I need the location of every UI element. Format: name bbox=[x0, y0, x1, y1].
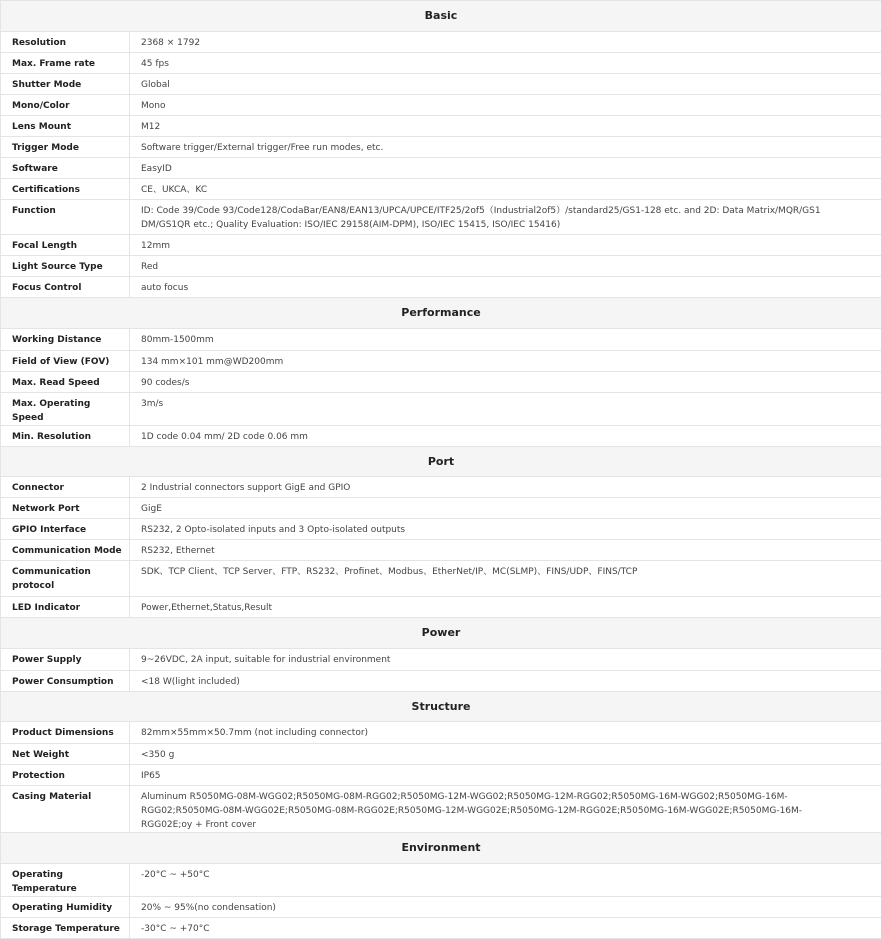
spec-value: Power,Ethernet,Status,Result bbox=[130, 597, 881, 618]
spec-value: M12 bbox=[130, 116, 881, 137]
spec-value: 90 codes/s bbox=[130, 372, 881, 393]
spec-label: Min. Resolution bbox=[1, 426, 130, 447]
spec-label: Operating Temperature bbox=[1, 864, 130, 897]
section-header bbox=[1, 692, 881, 722]
spec-label: Working Distance bbox=[1, 329, 130, 351]
spec-row bbox=[1, 372, 881, 393]
spec-row bbox=[1, 722, 881, 744]
spec-value: Global bbox=[130, 74, 881, 95]
spec-value: 2 Industrial connectors support GigE and GPIO bbox=[130, 477, 881, 498]
spec-label: Focal Length bbox=[1, 235, 130, 256]
spec-row bbox=[1, 519, 881, 540]
spec-row bbox=[1, 351, 881, 372]
spec-value: 1D code 0.04 mm/ 2D code 0.06 mm bbox=[130, 426, 881, 447]
spec-row bbox=[1, 864, 881, 897]
spec-label: Lens Mount bbox=[1, 116, 130, 137]
spec-label: Power Supply bbox=[1, 649, 130, 671]
spec-label: Software bbox=[1, 158, 130, 179]
spec-value: 134 mm×101 mm@WD200mm bbox=[130, 351, 881, 372]
spec-row bbox=[1, 786, 881, 833]
section-title: Basic bbox=[1, 1, 881, 32]
section-header bbox=[1, 833, 881, 864]
spec-label: Light Source Type bbox=[1, 256, 130, 277]
section-title: Power bbox=[1, 618, 881, 649]
section-title: Environment bbox=[1, 833, 881, 864]
spec-label: Certifications bbox=[1, 179, 130, 200]
spec-row bbox=[1, 116, 881, 137]
spec-label: Resolution bbox=[1, 32, 130, 53]
spec-value: -20°C ~ +50°C bbox=[130, 864, 881, 897]
spec-label: Connector bbox=[1, 477, 130, 498]
spec-row bbox=[1, 32, 881, 53]
spec-row bbox=[1, 671, 881, 692]
spec-row bbox=[1, 649, 881, 671]
spec-row bbox=[1, 179, 881, 200]
spec-label: Operating Humidity bbox=[1, 897, 130, 918]
spec-label: Field of View (FOV) bbox=[1, 351, 130, 372]
section-header bbox=[1, 447, 881, 477]
spec-row bbox=[1, 137, 881, 158]
section-header bbox=[1, 298, 881, 329]
spec-row bbox=[1, 597, 881, 618]
spec-label: Max. Frame rate bbox=[1, 53, 130, 74]
spec-value: -30°C ~ +70°C bbox=[130, 918, 881, 939]
spec-row bbox=[1, 426, 881, 447]
spec-row bbox=[1, 74, 881, 95]
spec-value: GigE bbox=[130, 498, 881, 519]
spec-value: CE、UKCA、KC bbox=[130, 179, 881, 200]
spec-row bbox=[1, 561, 881, 597]
spec-label: Function bbox=[1, 200, 130, 235]
spec-label: Casing Material bbox=[1, 786, 130, 833]
section-title: Port bbox=[1, 447, 881, 477]
spec-value: Software trigger/External trigger/Free run modes, etc. bbox=[130, 137, 881, 158]
spec-value: <350 g bbox=[130, 744, 881, 765]
spec-label: Trigger Mode bbox=[1, 137, 130, 158]
spec-row bbox=[1, 235, 881, 256]
spec-row bbox=[1, 53, 881, 74]
section-title: Structure bbox=[1, 692, 881, 722]
spec-value: auto focus bbox=[130, 277, 881, 298]
spec-label: Max. Operating Speed bbox=[1, 393, 130, 426]
spec-value: 45 fps bbox=[130, 53, 881, 74]
spec-value: EasyID bbox=[130, 158, 881, 179]
spec-row bbox=[1, 918, 881, 939]
spec-label: Protection bbox=[1, 765, 130, 786]
spec-table-body bbox=[1, 1, 881, 939]
spec-value: ID: Code 39/Code 93/Code128/CodaBar/EAN8/EAN13/UPCA/UPCE/ITF25/2of5（Industrial2of5）/standard25/GS1-128 etc. and 2D: Data Matrix/MQR/GS1 DM/GS1QR etc.; Quality Evaluation: ISO/IEC 29158(AIM-DPM), ISO/IEC 15415, ISO/IEC 15416) bbox=[130, 200, 881, 235]
spec-row bbox=[1, 256, 881, 277]
spec-row bbox=[1, 744, 881, 765]
section-title: Performance bbox=[1, 298, 881, 329]
spec-row bbox=[1, 477, 881, 498]
spec-label: Communication protocol bbox=[1, 561, 130, 597]
spec-row bbox=[1, 765, 881, 786]
spec-label: Communication Mode bbox=[1, 540, 130, 561]
spec-row bbox=[1, 200, 881, 235]
section-header bbox=[1, 1, 881, 32]
spec-label: GPIO Interface bbox=[1, 519, 130, 540]
spec-label: Shutter Mode bbox=[1, 74, 130, 95]
spec-value: 12mm bbox=[130, 235, 881, 256]
spec-label: Power Consumption bbox=[1, 671, 130, 692]
spec-value: Red bbox=[130, 256, 881, 277]
spec-row bbox=[1, 897, 881, 918]
spec-row bbox=[1, 158, 881, 179]
spec-row bbox=[1, 498, 881, 519]
spec-value: <18 W(light included) bbox=[130, 671, 881, 692]
spec-label: LED Indicator bbox=[1, 597, 130, 618]
spec-row bbox=[1, 393, 881, 426]
spec-value: IP65 bbox=[130, 765, 881, 786]
spec-value: 3m/s bbox=[130, 393, 881, 426]
spec-row bbox=[1, 95, 881, 116]
spec-label: Network Port bbox=[1, 498, 130, 519]
spec-row bbox=[1, 540, 881, 561]
spec-label: Storage Temperature bbox=[1, 918, 130, 939]
spec-label: Product Dimensions bbox=[1, 722, 130, 744]
spec-label: Mono/Color bbox=[1, 95, 130, 116]
spec-value: 2368 × 1792 bbox=[130, 32, 881, 53]
spec-value: RS232, Ethernet bbox=[130, 540, 881, 561]
section-header bbox=[1, 618, 881, 649]
spec-label: Net Weight bbox=[1, 744, 130, 765]
spec-row bbox=[1, 277, 881, 298]
spec-value: Mono bbox=[130, 95, 881, 116]
spec-value: 9~26VDC, 2A input, suitable for industrial environment bbox=[130, 649, 881, 671]
spec-value: 20% ~ 95%(no condensation) bbox=[130, 897, 881, 918]
spec-value: 80mm-1500mm bbox=[130, 329, 881, 351]
spec-label: Focus Control bbox=[1, 277, 130, 298]
spec-value: Aluminum R5050MG-08M-WGG02;R5050MG-08M-RGG02;R5050MG-12M-WGG02;R5050MG-12M-RGG02;R5050MG-16M-WGG02;R5050MG-16M-RGG02;R5050MG-08M-WGG02E;R5050MG-08M-RGG02E;R5050MG-12M-WGG02E;R5050MG-12M-RGG02E;R5050MG-16M-WGG02E;R5050MG-16M-RGG02E;oy + Front cover bbox=[130, 786, 881, 833]
spec-value: 82mm×55mm×50.7mm (not including connector) bbox=[130, 722, 881, 744]
spec-row bbox=[1, 329, 881, 351]
spec-value: SDK、TCP Client、TCP Server、FTP、RS232、Profinet、Modbus、EtherNet/IP、MC(SLMP)、FINS/UDP、FINS/TCP bbox=[130, 561, 881, 597]
spec-label: Max. Read Speed bbox=[1, 372, 130, 393]
spec-value: RS232, 2 Opto-isolated inputs and 3 Opto-isolated outputs bbox=[130, 519, 881, 540]
